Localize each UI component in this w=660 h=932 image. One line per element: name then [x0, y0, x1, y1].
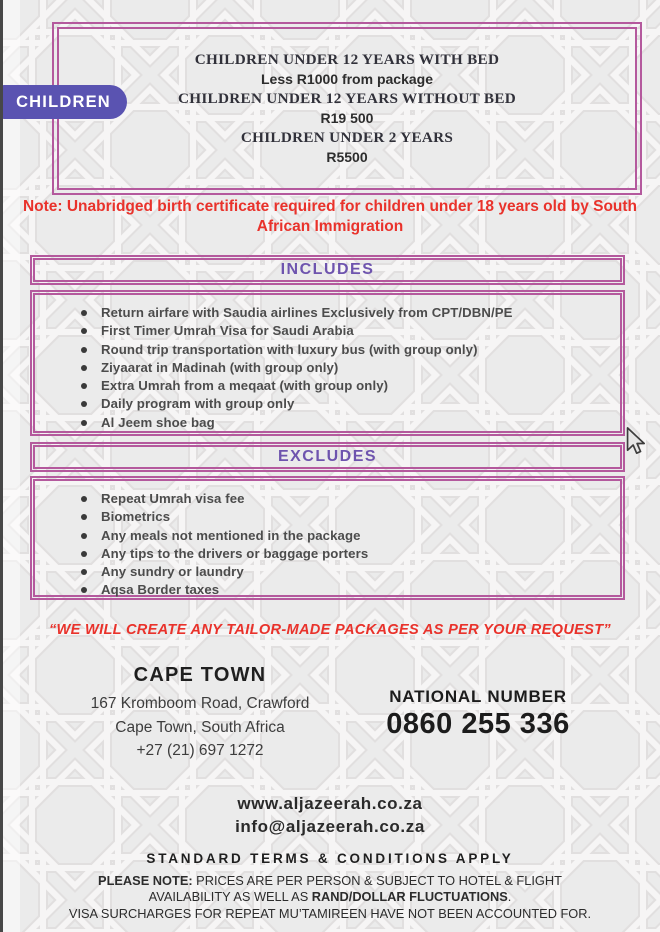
page-edge-line: [0, 0, 3, 932]
terms-note-suffix: .: [507, 888, 512, 904]
terms-note-bold-phrase: RAND/DOLLAR FLUCTUATIONS: [311, 888, 508, 904]
includes-item: Return airfare with Saudia airlines Exclusively from CPT/DBN/PE: [79, 304, 614, 322]
terms-note: [0, 873, 660, 904]
includes-item: Ziyaarat in Madinah (with group only): [79, 359, 614, 377]
email-link[interactable]: info@aljazeerah.co.za: [235, 817, 425, 836]
excludes-item: Any tips to the drivers or baggage porters: [79, 545, 614, 563]
mouse-cursor-icon: [626, 427, 645, 455]
excludes-item: Biometrics: [79, 508, 614, 526]
includes-title: INCLUDES: [280, 261, 375, 278]
terms-note-text: [87, 873, 573, 904]
excludes-item: Repeat Umrah visa fee: [79, 490, 614, 508]
web-contact-block: [0, 792, 660, 838]
includes-list: [35, 295, 620, 432]
national-number-block: [358, 687, 598, 741]
terms-note-body: PRICES ARE PER PERSON & SUBJECT TO HOTEL & FLIGHT AVAILABILITY AS WELL AS: [148, 873, 562, 904]
branch-city-title: CAPE TOWN: [133, 664, 267, 686]
birth-certificate-note-text: Note: Unabridged birth certificate required for children under 18 years old by South African Immigration: [22, 198, 638, 235]
children-price-line: CHILDREN UNDER 12 YEARS WITH BED: [194, 51, 500, 68]
excludes-list: [35, 481, 620, 600]
terms-heading: STANDARD TERMS & CONDITIONS APPLY: [146, 851, 514, 866]
children-pricing-box: [52, 22, 642, 195]
excludes-title: EXCLUDES: [277, 448, 378, 465]
tailor-made-quote: “WE WILL CREATE ANY TAILOR-MADE PACKAGES AS PER YOUR REQUEST”: [48, 622, 612, 638]
children-price-line: CHILDREN UNDER 12 YEARS WITHOUT BED: [177, 90, 517, 108]
national-number-value: 0860 255 336: [386, 708, 570, 740]
children-badge: CHILDREN: [0, 85, 127, 119]
website-link[interactable]: www.aljazeerah.co.za: [237, 794, 423, 813]
excludes-list-box: [30, 476, 625, 600]
excludes-header-box: [30, 442, 625, 472]
children-price-value: R19 500: [320, 109, 374, 126]
children-price-line: CHILDREN UNDER 2 YEARS: [240, 129, 454, 147]
visa-surcharge-note: VISA SURCHARGES FOR REPEAT MU’TAMIREEN HAVE NOT BEEN ACCOUNTED FOR.: [68, 906, 592, 921]
terms-note-bold-prefix: PLEASE NOTE:: [98, 873, 193, 888]
excludes-item: Aqsa Border taxes: [79, 581, 614, 599]
includes-item: Round trip transportation with luxury bus (with group only): [79, 341, 614, 359]
birth-certificate-note: [0, 197, 660, 236]
phone-number: +27 (21) 697 1272: [136, 742, 264, 759]
children-price-value: Less R1000 from package: [261, 70, 433, 87]
children-price-value: R5500: [326, 148, 368, 165]
national-number-label: NATIONAL NUMBER: [389, 687, 567, 706]
address-line: Cape Town, South Africa: [115, 718, 285, 736]
includes-item: First Timer Umrah Visa for Saudi Arabia: [79, 322, 614, 340]
cape-town-contact-block: [55, 664, 345, 763]
excludes-item: Any meals not mentioned in the package: [79, 527, 614, 545]
includes-item: Al Jeem shoe bag: [79, 414, 614, 432]
address-line: 167 Kromboom Road, Crawford: [90, 695, 310, 712]
excludes-item: Any sundry or laundry: [79, 563, 614, 581]
includes-header-box: [30, 255, 625, 285]
includes-item: Extra Umrah from a meqaat (with group only): [79, 377, 614, 395]
includes-list-box: [30, 290, 625, 436]
includes-item: Daily program with group only: [79, 395, 614, 413]
